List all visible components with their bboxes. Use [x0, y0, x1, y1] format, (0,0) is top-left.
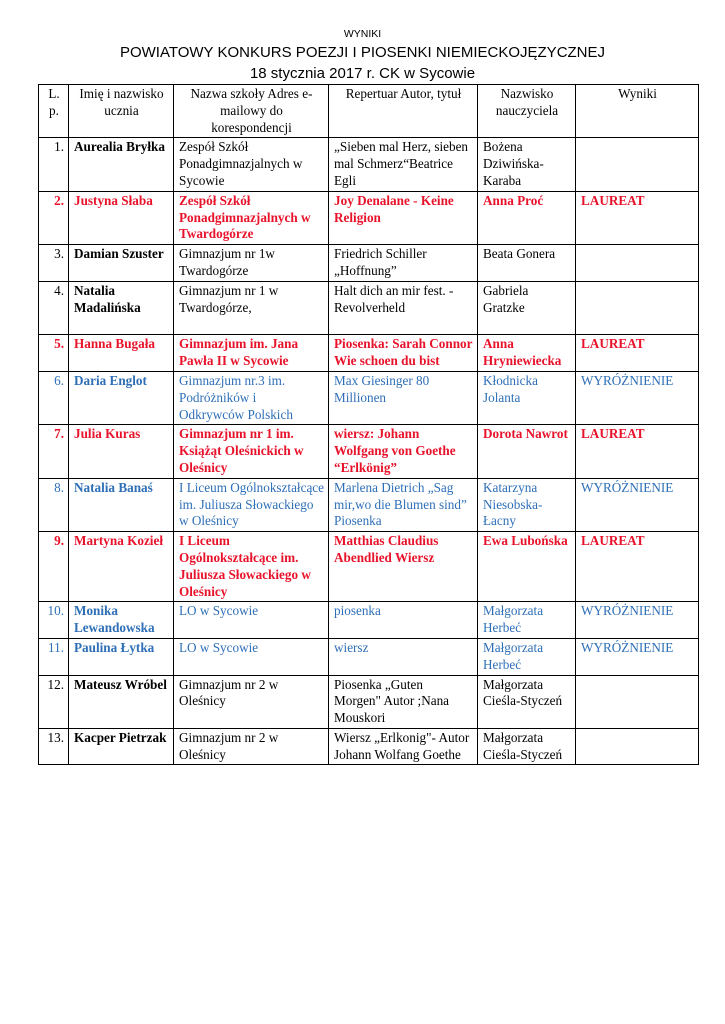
cell-student-name: Damian Szuster: [69, 245, 174, 282]
cell-repertoire: piosenka: [329, 602, 478, 639]
cell-teacher: Kłodnicka Jolanta: [478, 371, 576, 424]
cell-lp: 11.: [39, 638, 69, 675]
cell-school: Gimnazjum nr 2 w Oleśnicy: [174, 675, 329, 728]
cell-repertoire: Halt dich an mir fest. - Revolverheld: [329, 281, 478, 335]
cell-result: WYRÓŻNIENIE: [576, 638, 699, 675]
cell-lp: 12.: [39, 675, 69, 728]
cell-repertoire: Marlena Dietrich „Sag mir,wo die Blumen sind” Piosenka: [329, 478, 478, 531]
cell-school: Gimnazjum nr 1w Twardogórze: [174, 245, 329, 282]
cell-lp: 8.: [39, 478, 69, 531]
cell-repertoire: Matthias Claudius Abendlied Wiersz: [329, 532, 478, 602]
cell-student-name: Justyna Słaba: [69, 191, 174, 244]
cell-teacher: Małgorzata Herbeć: [478, 638, 576, 675]
cell-student-name: Natalia Madalińska: [69, 281, 174, 335]
cell-repertoire: Max Giesinger 80 Millionen: [329, 371, 478, 424]
column-header-result: Wyniki: [576, 85, 699, 138]
cell-teacher: Małgorzata Cieśla-Styczeń: [478, 728, 576, 765]
document-title: POWIATOWY KONKURS POEZJI I PIOSENKI NIEMIECKOJĘZYCZNEJ: [119, 44, 606, 61]
table-row: [39, 371, 699, 424]
document-subtitle: 18 stycznia 2017 r. CK w Sycowie: [249, 65, 476, 82]
cell-result: [576, 728, 699, 765]
cell-repertoire: „Sieben mal Herz, sieben mal Schmerz“Beatrice Egli: [329, 138, 478, 191]
cell-teacher: Beata Gonera: [478, 245, 576, 282]
cell-school: Gimnazjum nr.3 im. Podróżników i Odkrywców Polskich: [174, 371, 329, 424]
table-header-row: [39, 85, 699, 138]
cell-result: [576, 245, 699, 282]
cell-student-name: Aurealia Bryłka: [69, 138, 174, 191]
cell-school: Gimnazjum nr 2 w Oleśnicy: [174, 728, 329, 765]
cell-teacher: Gabriela Gratzke: [478, 281, 576, 335]
cell-result: [576, 675, 699, 728]
table-row: [39, 191, 699, 244]
table-row: [39, 335, 699, 372]
table-row: [39, 532, 699, 602]
cell-lp: 9.: [39, 532, 69, 602]
cell-result: WYRÓŻNIENIE: [576, 478, 699, 531]
cell-repertoire: Piosenka: Sarah Connor Wie schoen du bist: [329, 335, 478, 372]
cell-student-name: Daria Englot: [69, 371, 174, 424]
column-header-lp: L. p.: [39, 85, 69, 138]
cell-result: WYRÓŻNIENIE: [576, 602, 699, 639]
cell-repertoire: wiersz: [329, 638, 478, 675]
cell-lp: 1.: [39, 138, 69, 191]
cell-lp: 13.: [39, 728, 69, 765]
cell-student-name: Natalia Banaś: [69, 478, 174, 531]
column-header-school: Nazwa szkoły Adres e-mailowy do korespondencji: [174, 85, 329, 138]
cell-repertoire: Piosenka „Guten Morgen" Autor ;Nana Mouskori: [329, 675, 478, 728]
cell-lp: 3.: [39, 245, 69, 282]
cell-school: Gimnazjum nr 1 im. Książąt Oleśnickich w Oleśnicy: [174, 425, 329, 478]
cell-repertoire: wiersz: Johann Wolfgang von Goethe “Erlkönig”: [329, 425, 478, 478]
cell-teacher: Bożena Dziwińska-Karaba: [478, 138, 576, 191]
table-row: [39, 638, 699, 675]
cell-teacher: Anna Hryniewiecka: [478, 335, 576, 372]
cell-result: WYRÓŻNIENIE: [576, 371, 699, 424]
cell-teacher: Katarzyna Niesobska-Łacny: [478, 478, 576, 531]
table-row: [39, 728, 699, 765]
cell-result: LAUREAT: [576, 191, 699, 244]
cell-lp: 4.: [39, 281, 69, 335]
cell-lp: 10.: [39, 602, 69, 639]
column-header-repertoire: Repertuar Autor, tytuł: [329, 85, 478, 138]
cell-school: I Liceum Ogólnokształcące im. Juliusza Słowackiego w Oleśnicy: [174, 532, 329, 602]
cell-school: Zespół Szkół Ponadgimnazjalnych w Twardogórze: [174, 191, 329, 244]
cell-school: Gimnazjum nr 1 w Twardogórze,: [174, 281, 329, 335]
cell-result: LAUREAT: [576, 335, 699, 372]
cell-school: Gimnazjum im. Jana Pawła II w Sycowie: [174, 335, 329, 372]
column-header-teacher: Nazwisko nauczyciela: [478, 85, 576, 138]
cell-student-name: Mateusz Wróbel: [69, 675, 174, 728]
cell-result: LAUREAT: [576, 532, 699, 602]
table-row: [39, 675, 699, 728]
document-label: WYNIKI: [343, 28, 382, 40]
cell-teacher: Anna Proć: [478, 191, 576, 244]
table-row: [39, 138, 699, 191]
cell-school: I Liceum Ogólnokształcące im. Juliusza Słowackiego w Oleśnicy: [174, 478, 329, 531]
table-row: [39, 281, 699, 335]
cell-student-name: Kacper Pietrzak: [69, 728, 174, 765]
cell-student-name: Hanna Bugała: [69, 335, 174, 372]
cell-school: Zespół Szkół Ponadgimnazjalnych w Sycowie: [174, 138, 329, 191]
cell-student-name: Martyna Kozieł: [69, 532, 174, 602]
table-row: [39, 245, 699, 282]
cell-result: [576, 281, 699, 335]
table-row: [39, 425, 699, 478]
cell-repertoire: Joy Denalane - Keine Religion: [329, 191, 478, 244]
cell-school: LO w Sycowie: [174, 638, 329, 675]
cell-lp: 6.: [39, 371, 69, 424]
cell-teacher: Dorota Nawrot: [478, 425, 576, 478]
results-table: [38, 84, 699, 765]
cell-lp: 7.: [39, 425, 69, 478]
cell-student-name: Monika Lewandowska: [69, 602, 174, 639]
cell-teacher: Ewa Lubońska: [478, 532, 576, 602]
cell-lp: 2.: [39, 191, 69, 244]
cell-repertoire: Friedrich Schiller „Hoffnung”: [329, 245, 478, 282]
cell-result: LAUREAT: [576, 425, 699, 478]
table-row: [39, 602, 699, 639]
table-row: [39, 478, 699, 531]
cell-student-name: Paulina Łytka: [69, 638, 174, 675]
cell-teacher: Małgorzata Herbeć: [478, 602, 576, 639]
cell-repertoire: Wiersz „Erlkonig"- Autor Johann Wolfang Goethe: [329, 728, 478, 765]
cell-school: LO w Sycowie: [174, 602, 329, 639]
cell-lp: 5.: [39, 335, 69, 372]
cell-student-name: Julia Kuras: [69, 425, 174, 478]
column-header-name: Imię i nazwisko ucznia: [69, 85, 174, 138]
cell-result: [576, 138, 699, 191]
cell-teacher: Małgorzata Cieśla-Styczeń: [478, 675, 576, 728]
